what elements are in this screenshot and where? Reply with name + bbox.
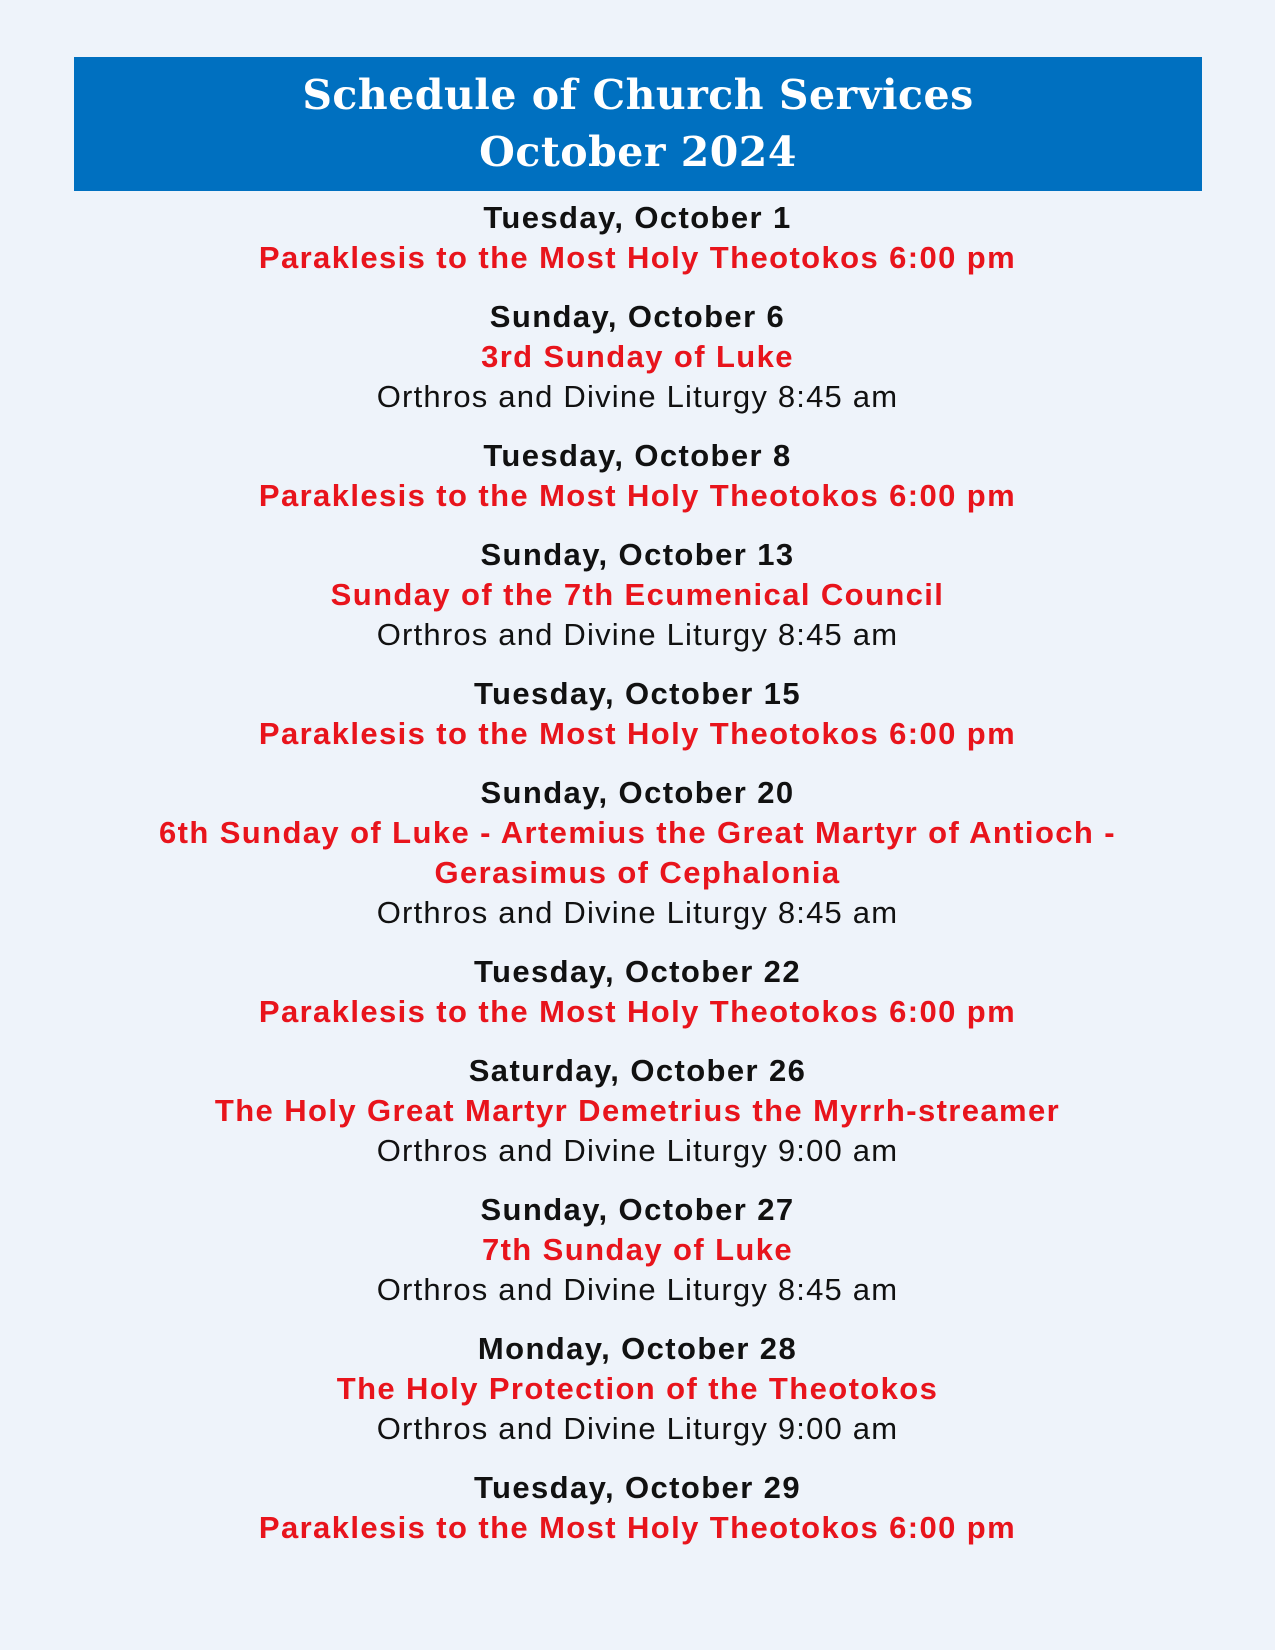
entry-service: Orthros and Divine Liturgy 8:45 am — [376, 895, 899, 930]
page-subtitle: October 2024 — [479, 128, 797, 176]
entry-title: Sunday of the 7th Ecumenical Council — [330, 577, 945, 612]
entry-service: Orthros and Divine Liturgy 8:45 am — [376, 1272, 899, 1307]
schedule-entry — [0, 1190, 1275, 1310]
entry-title: 6th Sunday of Luke - Artemius the Great Martyr of Antioch - — [158, 815, 1116, 850]
entry-date: Tuesday, October 1 — [483, 200, 792, 235]
schedule-list — [0, 198, 1275, 1567]
entry-date: Tuesday, October 15 — [474, 676, 801, 711]
entry-title: The Holy Great Martyr Demetrius the Myrrh-streamer — [214, 1093, 1061, 1128]
entry-service: Orthros and Divine Liturgy 8:45 am — [376, 617, 899, 652]
entry-title: Paraklesis to the Most Holy Theotokos 6:00 pm — [258, 716, 1017, 751]
entry-title: 3rd Sunday of Luke — [481, 339, 794, 374]
schedule-entry — [0, 436, 1275, 516]
entry-title: The Holy Protection of the Theotokos — [336, 1371, 939, 1406]
entry-date: Sunday, October 13 — [480, 537, 795, 572]
entry-date: Tuesday, October 22 — [474, 954, 801, 989]
schedule-entry — [0, 1468, 1275, 1548]
entry-date: Sunday, October 6 — [489, 299, 786, 334]
entry-service: Orthros and Divine Liturgy 9:00 am — [376, 1133, 899, 1168]
entry-service: Orthros and Divine Liturgy 8:45 am — [376, 379, 899, 414]
schedule-entry — [0, 1051, 1275, 1171]
entry-date: Tuesday, October 29 — [474, 1470, 801, 1505]
entry-date: Sunday, October 20 — [480, 775, 795, 810]
schedule-entry — [0, 297, 1275, 417]
entry-title: Paraklesis to the Most Holy Theotokos 6:00 pm — [258, 1510, 1017, 1545]
page-title: Schedule of Church Services — [302, 71, 974, 119]
header-banner — [74, 57, 1202, 191]
schedule-entry — [0, 198, 1275, 278]
entry-title: 7th Sunday of Luke — [481, 1232, 794, 1267]
entry-date: Monday, October 28 — [477, 1331, 798, 1366]
schedule-entry — [0, 773, 1275, 933]
entry-title: Paraklesis to the Most Holy Theotokos 6:00 pm — [258, 478, 1017, 513]
entry-title: Paraklesis to the Most Holy Theotokos 6:00 pm — [258, 994, 1017, 1029]
entry-service: Orthros and Divine Liturgy 9:00 am — [376, 1411, 899, 1446]
schedule-entry — [0, 535, 1275, 655]
entry-date: Tuesday, October 8 — [483, 438, 792, 473]
schedule-entry — [0, 952, 1275, 1032]
entry-title: Paraklesis to the Most Holy Theotokos 6:00 pm — [258, 240, 1017, 275]
entry-date: Sunday, October 27 — [480, 1192, 795, 1227]
schedule-entry — [0, 1329, 1275, 1449]
entry-title-continued: Gerasimus of Cephalonia — [434, 855, 841, 890]
entry-date: Saturday, October 26 — [468, 1053, 807, 1088]
schedule-entry — [0, 674, 1275, 754]
